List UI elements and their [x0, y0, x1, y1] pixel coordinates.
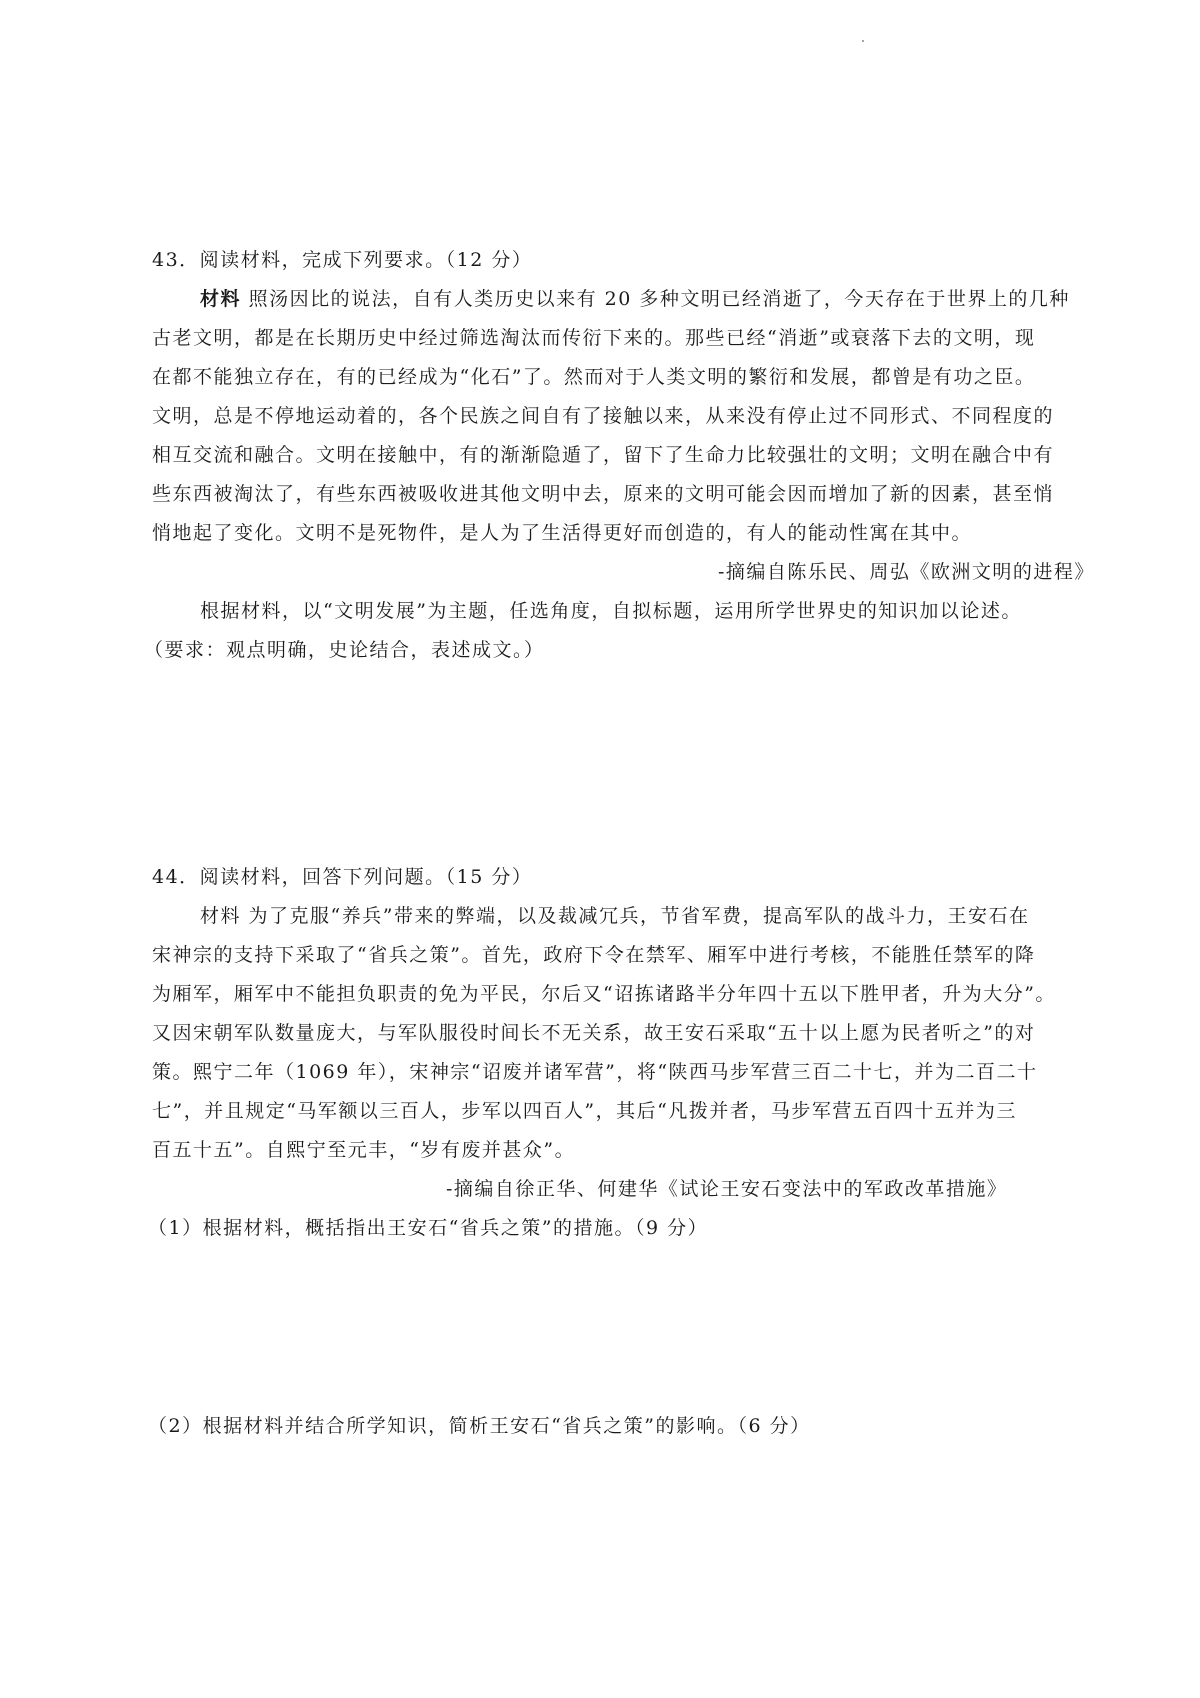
q43-material-label: 材料: [200, 288, 242, 310]
q44-subquestion-2: （2）根据材料并结合所学知识，简析王安石“省兵之策”的影响。（6 分）: [148, 1415, 811, 1437]
q43-line-4: 文明，总是不停地运动着的，各个民族之间自有了接触以来，从来没有停止过不同形式、不同程度的: [152, 405, 1055, 427]
q44-line-1: 材料 为了克服“养兵”带来的弊端，以及裁减冗兵，节省军费，提高军队的战斗力，王安石在: [200, 905, 1030, 927]
q43-line-5: 相互交流和融合。文明在接触中，有的渐渐隐遁了，留下了生命力比较强壮的文明；文明在融合中有: [152, 444, 1055, 466]
q43-line-3: 在都不能独立存在，有的已经成为“化石”了。然而对于人类文明的繁衍和发展，都曾是有功之臣。: [152, 366, 1036, 388]
q44-line-7: 百五十五”。自熙宁至元丰，“岁有废并甚众”。: [152, 1139, 576, 1161]
q43-task-line-2: （要求：观点明确，史论结合，表述成文。）: [144, 639, 545, 661]
q43-material-line-1: [200, 286, 1070, 312]
q44-line-5: 策。熙宁二年（1069 年），宋神宗“诏废并诸军营”，将“陕西马步军营三百二十七，并为二百二十: [152, 1061, 1038, 1083]
q43-line-2: 古老文明，都是在长期历史中经过筛选淘汰而传衍下来的。那些已经“消逝”或衰落下去的文明，现: [152, 327, 1036, 349]
q43-task-line-1: 根据材料，以“文明发展”为主题，任选角度，自拟标题，运用所学世界史的知识加以论述。: [200, 600, 1022, 622]
scan-speck: [862, 40, 864, 42]
q44-source: -摘编自徐正华、何建华《试论王安石变法中的军政改革措施》: [446, 1178, 1008, 1200]
q43-heading: 43．阅读材料，完成下列要求。（12 分）: [152, 249, 533, 271]
q44-heading: 44．阅读材料，回答下列问题。（15 分）: [152, 866, 533, 888]
q44-line-6: 七”，并且规定“马军额以三百人，步军以四百人”，其后“凡拨并者，马步军营五百四十五并为三: [152, 1100, 1017, 1122]
q43-line-1-text: 照汤因比的说法，自有人类历史以来有 20 多种文明已经消逝了，今天存在于世界上的几种: [248, 288, 1070, 310]
q44-line-4: 又因宋朝军队数量庞大，与军队服役时间长不无关系，故王安石采取“五十以上愿为民者听之”的对: [152, 1022, 1036, 1044]
q44-subquestion-1: （1）根据材料，概括指出王安石“省兵之策”的措施。（9 分）: [148, 1217, 709, 1239]
q43-source: -摘编自陈乐民、周弘《欧洲文明的进程》: [718, 561, 1095, 583]
q43-line-7: 悄地起了变化。文明不是死物件，是人为了生活得更好而创造的，有人的能动性寓在其中。: [152, 522, 973, 544]
q44-line-2: 宋神宗的支持下采取了“省兵之策”。首先，政府下令在禁军、厢军中进行考核，不能胜任禁军的降: [152, 944, 1036, 966]
q43-line-6: 些东西被淘汰了，有些东西被吸收进其他文明中去，原来的文明可能会因而增加了新的因素，甚至悄: [152, 483, 1055, 505]
q44-line-3: 为厢军，厢军中不能担负职责的免为平民，尔后又“诏拣诸路半分年四十五以下胜甲者，升为大分”。: [152, 983, 1056, 1005]
